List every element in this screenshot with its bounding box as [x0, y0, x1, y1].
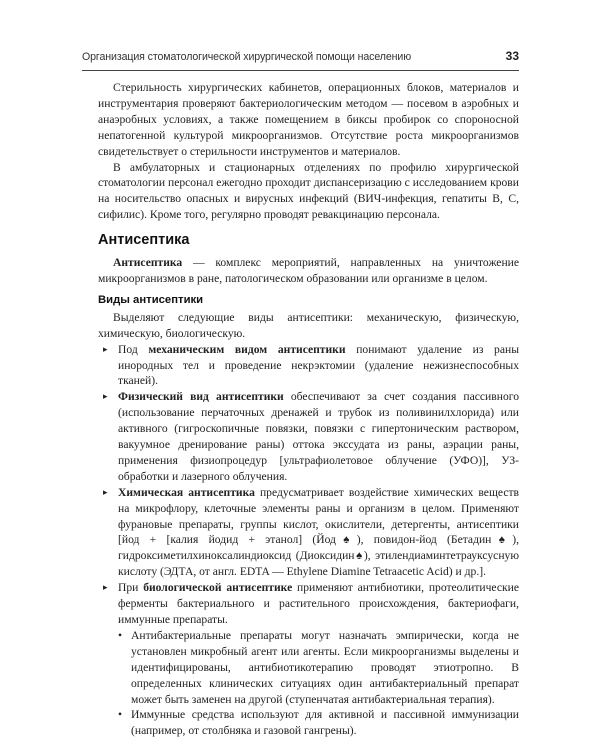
bullet-triangle-icon: ▸	[103, 391, 108, 402]
list-item-prefix: При	[118, 581, 144, 595]
paragraph-sterility: Стерильность хирургических кабинетов, операционных блоков, материалов и инструментария проверяют бактериологическим методом — посевом в аэробных и анаэробных условиях, а также помещением в биксы пробирок со спороносной непатогенной культурой микроорганизмов. Отсутствие роста микроорганизмов свидетельствует о стерильности инструментов и материалов.	[98, 81, 519, 158]
list-item-term: механическим видом антисептики	[148, 342, 346, 356]
running-header-title: Организация стоматологической хирургической помощи населению	[82, 51, 412, 63]
list-item-biological	[103, 580, 519, 628]
paragraph-staff-screening: В амбулаторных и стационарных отделениях по профилю хирургической стоматологии персонал ежегодно проходит диспансеризацию с исследованием крови на носительство опасных и вирусных инфекций (ВИЧ-инфекция, гепатиты В, С, сифилис). Кроме того, регулярно проводят ревакцинацию персонала.	[98, 160, 519, 222]
subsection-heading: Виды антисептики	[98, 293, 204, 306]
bullet-triangle-icon: ▸	[103, 343, 108, 354]
antiseptic-types-list	[98, 342, 519, 628]
sublist-item-antibacterial	[118, 628, 519, 708]
sublist-item-immune	[118, 707, 519, 739]
bullet-dot-icon: •	[118, 628, 123, 642]
list-item-physical	[103, 389, 519, 484]
types-intro-paragraph: Выделяют следующие виды антисептики: механическую, физическую, химическую, биологическую.	[98, 310, 519, 340]
running-header	[82, 48, 519, 71]
list-item-text: предусматривает воздействие химических веществ на микрофлору, клеточные элементы раны и организм в целом. Применяют фурановые препараты, группы кислот, окислители, детергенты, антисептики [йод + [калия йодид + этанол] (Йод♠), повидон-йод (Бетадин♠), гидроксиметилхиноксалиндиоксид (Диоксидин♠), этилендиаминтетрауксусную кислоту (ЭДТА, от англ. EDTA — Ethylene Diamine Tetraacetic Acid) и др.].	[118, 485, 519, 579]
list-item-chemical	[103, 485, 519, 580]
biological-sublist	[118, 628, 519, 739]
section-heading: Антисептика	[98, 232, 190, 249]
list-item-prefix: Под	[118, 342, 149, 356]
list-item-text: применяют антибиотики, протеолитические ферменты бактериального и растительного происхождения, бактериофаги, иммунные препараты.	[118, 581, 519, 626]
page-body	[98, 80, 519, 739]
bullet-dot-icon: •	[118, 708, 123, 722]
definition-term: Антисептика	[113, 256, 183, 270]
bullet-triangle-icon: ▸	[103, 582, 108, 593]
list-item-text: обеспечивают за счет создания пассивного (использование перчаточных дренажей и трубок из поливинилхлорида) или активного (гигроскопичные повязки, повязки с гипертоническим раствором, вакуумное дренирование раны) оттока экссудата из раны, аэрации раны, применения физиопроцедур [ультрафиолетовое облучение (УФО)], УЗ-обработки и лазерного облучения.	[118, 390, 519, 483]
list-item-term: Физический вид антисептики	[118, 390, 284, 404]
sublist-item-text: Антибактериальные препараты могут назначать эмпирически, когда не установлен микробный агент или агенты. Если микроорганизмы выделены и идентифицированы, антибиотикотерапию проводят этиотропно. В определенных клинических ситуациях один антибактериальный препарат может быть заменен на другой (ступенчатая антибактериальная терапия).	[131, 628, 519, 706]
definition-paragraph	[98, 255, 519, 287]
list-item-term: биологической антисептике	[143, 581, 293, 595]
list-item-term: Химическая антисептика	[118, 485, 255, 499]
page-number: 33	[505, 49, 519, 63]
bullet-triangle-icon: ▸	[103, 486, 108, 497]
sublist-item-text: Иммунные средства используют для активной и пассивной иммунизации (например, от столбняка и газовой гангрены).	[131, 708, 519, 738]
list-item-mechanical	[103, 342, 519, 390]
definition-text: — комплекс мероприятий, направленных на уничтожение микроорганизмов в ране, патологическом образовании или организме в целом.	[98, 256, 519, 285]
list-item-text: понимают удаление из раны инородных тел и проведение некрэктомии (удаление нежизнеспособных тканей).	[118, 342, 519, 388]
